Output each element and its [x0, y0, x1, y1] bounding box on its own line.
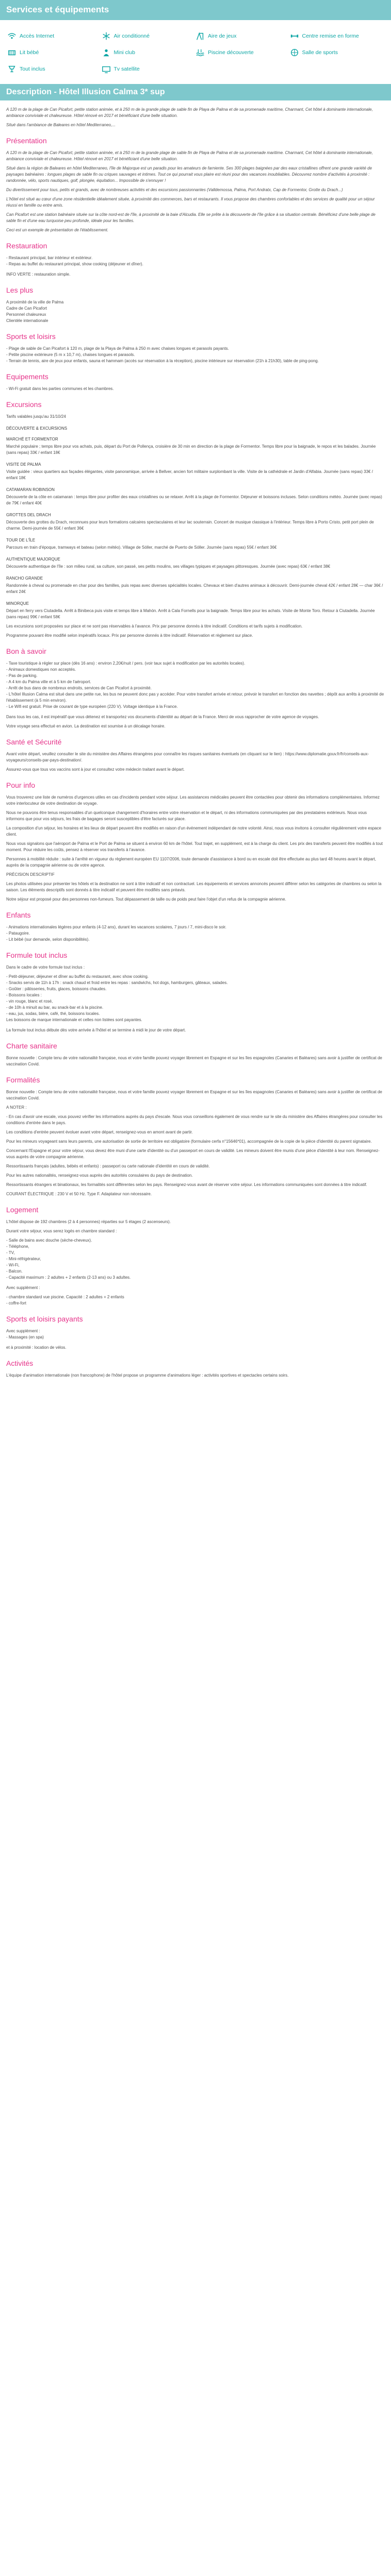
list-item: - Animations internationales légères pour enfants (4-12 ans), durant les vacances scolaires, 7 jours / 7, mini-disco le soir. — [6, 925, 226, 929]
list-item: - Pas de parking. — [6, 673, 38, 678]
section-heading: Logement — [6, 1206, 39, 1214]
section-heading: Activités — [6, 1359, 34, 1367]
service-label: Mini club — [113, 49, 135, 56]
list — [6, 1328, 385, 1341]
paragraph: L'équipe d'animation internationale (non francophone) de l'hôtel propose un programme d'animations léger : activités sportives et spectacles certains soirs. — [6, 1373, 289, 1378]
service-label: Tv satellite — [113, 66, 140, 72]
list-item: - Petite piscine extérieure (5 m x 10,7 m), chaises longues et parasols. — [6, 352, 135, 357]
excursion-text: Visite guidée : vieux quartiers aux façades élégantes, visite panoramique, arrivée à Bellver, ancien fort militaire surplombant la ville. Visite de la cathédrale et Jardin d'Alfabia. Journée (sans repas) 33€ / enfant 18€ — [6, 469, 373, 480]
list-item: - Plage de sable de Can Picafort à 120 m, plage de la Playa de Palma à 250 m avec chaises longues et parasols payants. — [6, 346, 229, 351]
paragraph: La formule tout inclus débute dès votre arrivée à l'hôtel et se termine à midi le jour de votre départ. — [6, 1028, 186, 1032]
list — [6, 974, 385, 1023]
service-gym — [290, 29, 384, 43]
paragraph: Nous vous signalons que l'aéroport de Palma et le Port de Palma se situent à environ 60 km de l'hôtel. Tout trajet, en supplément, est à la charge du client. Les prix des transferts peuvent être modifiés à tout moment. Pour réduire les coûts, pensez à réserver vos transferts à l'avance. — [6, 841, 383, 852]
section-heading: Excursions — [6, 400, 42, 409]
list-item: - Terrain de tennis, aire de jeux pour enfants, sauna et hammam (accès sur réservation à la réception), piscine intérieure sur réservation (21h à 21h30), table de ping-pong. — [6, 359, 319, 363]
list-item: Clientèle internationale — [6, 318, 48, 323]
pool-icon — [196, 48, 205, 57]
kids-club-icon — [102, 48, 111, 57]
section-heading: Sports et loisirs — [6, 332, 56, 341]
list — [6, 1294, 385, 1307]
paragraph: Avec supplément : — [6, 1285, 40, 1290]
service-playground — [196, 29, 290, 43]
list-item: - Snacks servis de 11h à 17h : snack chaud et froid entre les repas : sandwichs, hot dogs, hamburgers, gâteaux, salades. — [6, 980, 228, 985]
service-label: Tout inclus — [20, 66, 45, 72]
section-heading: Equipements — [6, 372, 48, 381]
section-heading: Santé et Sécurité — [6, 738, 62, 746]
excursion-name: RANCHO GRANDE — [6, 576, 43, 581]
list-item: - eau, jus, sodas, bière, café, thé, boissons locales. — [6, 1011, 100, 1016]
list-item: Les boissons de marque internationale et celles non listées sont payantes. — [6, 1018, 142, 1022]
list — [6, 299, 385, 324]
section-heading: Enfants — [6, 911, 31, 919]
list-item: A proximité de la ville de Palma — [6, 300, 64, 304]
excursion-name: MARCHÉ ET FORMENTOR — [6, 437, 58, 442]
list-item: - Boissons locales : — [6, 993, 42, 997]
paragraph: Ressortissants français (adultes, bébés et enfants) : passeport ou carte nationale d'identité en cours de validité. — [6, 1164, 210, 1168]
list-item: - TV, — [6, 1250, 15, 1255]
excursion-text: Découverte authentique de l'île : son milieu rural, sa culture, son passé, ses petits moulins, ses villages typiques et paysages pittoresques. Journée (avec repas) 63€ / enfant 38€ — [6, 564, 331, 569]
excursion-name: CATAMARAN ROBINSON — [6, 487, 55, 492]
paragraph: Notre séjour est proposé pour des personnes non-fumeurs. Tout dépassement de taille ou de poids peut faire l'objet d'un refus de la compagnie aérienne. — [6, 897, 286, 902]
service-pool — [196, 46, 290, 59]
paragraph: A 120 m de la plage de Can Picafort, petite station animée, et à 250 m de la grande plage de sable fin de Playa de Palma et de sa promenade maritime. Charmant, Cet hôtel à dominante internationale, ambiance conviviale et chaleureuse. Hôtel rénové en 2017 et bénéficiant d'une belle situation. — [6, 150, 373, 161]
paragraph: INFO VERTE : restauration simple. — [6, 272, 71, 277]
list-item: - Lit bébé (sur demande, selon disponibilités). — [6, 937, 90, 942]
subheading: DÉCOUVERTE & EXCURSIONS — [6, 426, 68, 431]
paragraph: Du divertissement pour tous, petits et grands, avec de nombreuses activités et des excursions passionnantes (Valldemossa, Palma, Port Andratx, Cap de Formentor, Grotte du Drach...) — [6, 188, 343, 192]
paragraph: Votre voyage sera effectué en avion. La destination est soumise à un décalage horaire. — [6, 724, 166, 728]
list — [6, 386, 385, 392]
paragraph: Durant votre séjour, vous serez logés en chambre standard : — [6, 1229, 117, 1233]
description-content — [0, 100, 391, 1379]
paragraph: et à proximité : location de vélos. — [6, 1345, 67, 1350]
list-item: - L'hôtel Illusion Calma est situé dans une petite rue, les bus ne peuvent donc pas y accéder. Pour votre transfert arrivée et retour, prévoir le transfert en fonction des navettes ; dépôt aux arrêts à proximité de l'établissement (à 5 min environ). — [6, 692, 384, 703]
section-heading: Pour info — [6, 781, 36, 789]
list — [6, 660, 385, 710]
list — [6, 1238, 385, 1281]
list-item: - Pataugoire. — [6, 931, 30, 936]
list — [6, 255, 385, 267]
paragraph: Pour les mineurs voyageant sans leurs parents, une autorisation de sortie de territoire est obligatoire (formulaire cerfa n°15646*01), accompagnée de la copie de la pièce d'identité du parent signataire. — [6, 1139, 372, 1144]
list-item: - Balcon. — [6, 1269, 23, 1274]
list-item: Avec supplément : — [6, 1329, 40, 1333]
list-item: - Massages (en spa) — [6, 1335, 44, 1340]
paragraph: L'hôtel dispose de 192 chambres (2 à 4 personnes) réparties sur 5 étages (2 ascenseurs). — [6, 1219, 171, 1224]
list-item: - Wi-Fi gratuit dans les parties communes et les chambres. — [6, 386, 114, 391]
excursion-text: Randonnée à cheval ou promenade en char pour des familles, puis repas avec diverses spécialités locales. Chevaux et bien d'autres animaux à découvrir. Demi-journée cheval 42€ / enfant 28€ — char 36€ / enfant 24€ — [6, 583, 383, 594]
list-item: Cadre de Can Picafort — [6, 306, 47, 311]
list-item: - vin rouge, blanc et rosé, — [6, 999, 53, 1004]
section-heading: Sports et loisirs payants — [6, 1315, 83, 1323]
intro-text: Situé dans l'ambiance de Baleares en hôtel Mediterraneo,... — [6, 123, 116, 127]
excursion-name: MINORQUE — [6, 601, 29, 606]
paragraph: Ceci est un exemple de présentation de l'établissement. — [6, 228, 109, 232]
list — [6, 346, 385, 364]
paragraph: Bonne nouvelle : Compte tenu de votre nationalité française, nous et votre famille pouvez voyager librement en Espagne et sur les îles espagnoles (Canaries et Baléares) sans avoir à justifier de certificat de vaccination Covid. — [6, 1056, 382, 1066]
list-item: - Restaurant principal, bar intérieur et extérieur. — [6, 256, 93, 260]
list-item: - A 4 km du Palma ville et à 5 km de l'aéroport. — [6, 680, 91, 684]
service-tv — [102, 62, 196, 76]
playground-icon — [196, 31, 205, 41]
snowflake-icon — [102, 31, 111, 41]
paragraph: Avant votre départ, veuillez consulter le site du ministère des Affaires étrangères pour connaître les risques sanitaires éventuels (en cliquant sur le lien) : https://www.diplomatie.gouv.fr/fr/conseils-aux-voyageurs/conseils-par-pays-destination/. — [6, 752, 369, 762]
services-title: Services et équipements — [6, 5, 109, 14]
service-label: Centre remise en forme — [302, 33, 359, 39]
paragraph: Assurez-vous que tous vos vaccins sont à jour et consultez votre médecin traitant avant le départ. — [6, 767, 185, 772]
service-crib — [7, 46, 102, 59]
paragraph: Vous trouverez une liste de numéros d'urgences utiles en cas d'incidents pendant votre séjour. Les assistances médicales peuvent être contactées pour obtenir des informations complémentaires. Informez votre interlocuteur de votre destination de voyage. — [6, 795, 380, 806]
section-heading: Formalités — [6, 1076, 40, 1084]
paragraph: L'hôtel est situé au cœur d'une zone résidentielle idéalement située, à proximité des commerces, bars et restaurants. Il vous propose des chambres confortables et des services de qualité pour un séjour réussi en famille ou entre amis. — [6, 197, 375, 208]
dumbbell-icon — [290, 31, 299, 41]
paragraph: PRÉCISION DESCRIPTIF — [6, 872, 55, 877]
list-item: - Goûter : pâtisseries, fruits, glaces, boissons chaudes. — [6, 987, 107, 991]
excursion-text: Découverte de la côte en catamaran : temps libre pour profiter des eaux cristallines ou se relaxer. Arrêt à la plage de Formentor. Déjeuner et boissons incluses. Selon conditions météo. Journée (avec repas) de 79€ / enfant 40€ — [6, 495, 382, 505]
section-heading: Les plus — [6, 286, 34, 294]
paragraph: Ressortissants étrangers et binationaux, les formalités sont différentes selon les pays. Renseignez-vous avant de réserver votre séjour. Les informations communiquées sont données à titre indicatif. — [6, 1182, 367, 1187]
paragraph: Nous ne pouvons être tenus responsables d'un quelconque changement d'horaires entre votre réservation et le départ, ni des informations communiquées par des prestataires extérieurs. Nous vous informons que pour vos séjours, les frais de bagages seront susceptibles d'être facturés sur place. — [6, 810, 367, 821]
list — [6, 924, 385, 943]
list-item: - de 10h à minuit au bar, au snack-bar et à la piscine. — [6, 1005, 104, 1010]
paragraph: Dans le cadre de votre formule tout inclus : — [6, 965, 85, 970]
all-inclusive-icon — [7, 64, 17, 74]
section-heading: Présentation — [6, 137, 47, 145]
paragraph: A NOTER : — [6, 1105, 27, 1110]
list-item: - Capacité maximum : 2 adultes + 2 enfants (2-13 ans) ou 3 adultes. — [6, 1275, 131, 1280]
service-label: Lit bébé — [20, 49, 39, 56]
description-title-bar — [0, 84, 391, 100]
list-item: Personnel chaleureux — [6, 312, 46, 317]
paragraph: Situé dans la région de Baleares en hôtel Mediterraneo, l'île de Majorque est un paradis pour les amateurs de farniente. Ses 300 plages baignées par des eaux cristallines offrent une grande variété de paysages balnéaires : longues plages de sable fin ou criques sauvages et intimes. Tout ce qui pourrait vous plaire est réuni pour des vacances inoubliables. Découvrez nombre d'activités à proximité : randonnée, vélo, sports nautiques, golf, plongée, équitation... Impossible de s'ennuyer ! — [6, 166, 372, 183]
service-label: Accès Internet — [20, 33, 55, 39]
tv-icon — [102, 64, 111, 74]
excursion-name: AUTHENTIQUE MAJORQUE — [6, 557, 60, 562]
excursion-text: Départ en ferry vers Ciutadella. Arrêt à Binibeca puis visite et temps libre à Mahón. Arrêt à Cala Fornells pour la baignade. Temps libre pour les achats. Visite de Monte Toro. Retour à Ciutadella. Journée (sans repas) 99€ / enfant 58€ — [6, 608, 375, 619]
service-label: Piscine découverte — [208, 49, 254, 56]
service-all-inclusive — [7, 62, 102, 76]
list-item: - coffre-fort — [6, 1301, 26, 1306]
service-label: Air conditionné — [113, 33, 150, 39]
paragraph: Can Picafort est une station balnéaire située sur la côte nord-est de l'île, à proximité de la baie d'Alcudia. Elle se prête à la découverte de l'île grâce à sa situation centrale. Bénéficiez d'une belle plage de sable fin et d'une eau turquoise peu profonde, idéale pour les familles. — [6, 212, 376, 223]
paragraph: Personnes à mobilité réduite : suite à l'arrêté en vigueur du règlement européen EU 1107/2006, toute demande d'assistance à bord ou en escale doit être effectuée au plus tard 48 heures avant le départ, auprès de la compagnie aérienne ou de votre agence. — [6, 857, 377, 868]
list-item: - Le Wifi est gratuit. Prise de courant de type européen (220 V). Voltage identique à la France. — [6, 704, 178, 709]
services-title-bar — [0, 0, 391, 20]
service-label: Salle de sports — [302, 49, 338, 56]
list-item: - chambre standard vue piscine. Capacité : 2 adultes + 2 enfants — [6, 1295, 124, 1299]
excursion-name: TOUR DE L'ÎLE — [6, 538, 36, 543]
list-item: - Salle de bains avec douche (sèche-cheveux). — [6, 1238, 92, 1243]
paragraph: Les photos utilisées pour présenter les hôtels et la destination ne sont à titre indicatif et non contractuel. Les équipements et services annoncés peuvent différer selon les catégories de chambres ou selon la saison. Les éléments descriptifs sont donnés à titre indicatif et peuvent être modifiés sans préavis. — [6, 882, 382, 892]
excursion-name: GROTTES DEL DRACH — [6, 513, 51, 517]
excursion-name: VISITE DE PALMA — [6, 462, 41, 467]
paragraph: Les excursions sont proposées sur place et ne sont pas réservables à l'avance. Prix par personne donnés à titre indicatif. Conditions et tarifs sujets à modification. — [6, 624, 303, 629]
description-title: Description - Hôtel Illusion Calma 3* sup — [6, 88, 165, 96]
list-item: - Animaux domestiques non acceptés. — [6, 667, 76, 672]
service-sports-hall — [290, 46, 384, 59]
paragraph: Bonne nouvelle : Compte tenu de votre nationalité française, nous et votre famille pouvez voyager librement en Espagne et sur les îles espagnoles (Canaries et Baléares) sans avoir à justifier de certificat de vaccination Covid. — [6, 1090, 382, 1100]
services-grid — [0, 20, 391, 79]
list-item: - Mini-réfrigérateur, — [6, 1257, 41, 1261]
list-item: - Petit-déjeuner, déjeuner et dîner au buffet du restaurant, avec show cooking. — [6, 974, 149, 979]
paragraph: COURANT ÉLECTRIQUE : 230 V et 50 Hz. Type F. Adaptateur non nécessaire. — [6, 1192, 152, 1196]
section-heading: Restauration — [6, 242, 47, 250]
paragraph: Pour les autres nationalités, renseignez-vous auprès des autorités consulaires du pays de destination. — [6, 1173, 193, 1178]
paragraph: Tarifs valables jusqu'au 31/10/24 — [6, 414, 66, 419]
paragraph: Concernant l'Espagne et pour votre séjour, vous devez être muni d'une carte d'identité ou d'un passeport en cours de validité. Les mineurs doivent être munis d'une pièce d'identité à leur nom. Renseignez-vous auprès de votre compagnie aérienne. — [6, 1148, 380, 1159]
service-label: Aire de jeux — [208, 33, 237, 39]
paragraph: Les conditions d'entrée peuvent évoluer avant votre départ, renseignez-vous en amont avant de partir. — [6, 1130, 193, 1134]
service-internet — [7, 29, 102, 43]
paragraph: Dans tous les cas, il est impératif que vous détenez et transportez vos documents d'identité au départ de la France. Merci de vous rapprocher de votre agence de voyages. — [6, 715, 319, 719]
paragraph: - En cas d'avoir une escale, vous pouvez vérifier les informations auprès du pays d'escale. Nous vous conseillons également de vous rendre sur le site du ministère des Affaires étrangères pour consulter les conditions d'entrée dans le pays. — [6, 1114, 383, 1125]
service-kids-club — [102, 46, 196, 59]
list-item: - Arrêt de bus dans de nombreux endroits, services de Can Picafort à proximité. — [6, 686, 152, 690]
wifi-icon — [7, 31, 17, 41]
service-aircon — [102, 29, 196, 43]
list-item: - Téléphone, — [6, 1244, 29, 1249]
crib-icon — [7, 48, 17, 57]
paragraph: Programme pouvant être modifié selon impératifs locaux. Prix par personne donnés à titre indicatif. Réservation et règlement sur place. — [6, 633, 253, 638]
section-heading: Bon à savoir — [6, 647, 46, 655]
section-heading: Formule tout inclus — [6, 951, 68, 959]
sports-hall-icon — [290, 48, 299, 57]
section-heading: Charte sanitaire — [6, 1042, 57, 1050]
excursion-text: Marché populaire ; temps libre pour vos achats, puis, départ du Port de Pollença, croisière de 30 min en direction de la plage de Formentor. Temps libre pour la baignade, le repos et les balades. Journée (sans repas) 33€ / enfant 18€ — [6, 444, 376, 455]
list-item: - Taxe touristique à régler sur place (dès 16 ans) : environ 2,20€/nuit / pers. (voir taux sujet à modification par les autorités locales). — [6, 661, 246, 666]
excursion-text: Parcours en train d'époque, tramways et bateau (selon météo). Village de Sóller, marché de Puerto de Sóller. Journée (sans repas) 55€ / enfant 36€ — [6, 545, 277, 550]
intro-text: A 120 m de la plage de Can Picafort, petite station animée, et à 250 m de la grande plage de sable fin de Playa de Palma et de sa promenade maritime, Charmant, Cet hôtel à dominante internationale, ambiance conviviale et chaleureuse. Hôtel rénové en 2017 et bénéficiant d'une belle situation. — [6, 107, 373, 118]
excursion-text: Découverte des grottes du Drach, reconnues pour leurs formations calcaires spectaculaires et leur lac souterrain. Concert de musique classique à l'intérieur. Temps libre à Porto Cristo, petit port plein de charme. Demi-journée de 55€ / enfant 36€ — [6, 520, 374, 531]
list-item: - Wi-Fi, — [6, 1263, 20, 1267]
paragraph: La composition d'un séjour, les horaires et les lieux de départ peuvent être modifiés en raison d'un événement indépendant de notre volonté. Ainsi, nous vous invitons à consulter régulièrement votre espace client. — [6, 826, 382, 837]
list-item: - Repas au buffet du restaurant principal, show cooking (déjeuner et dîner). — [6, 262, 143, 266]
